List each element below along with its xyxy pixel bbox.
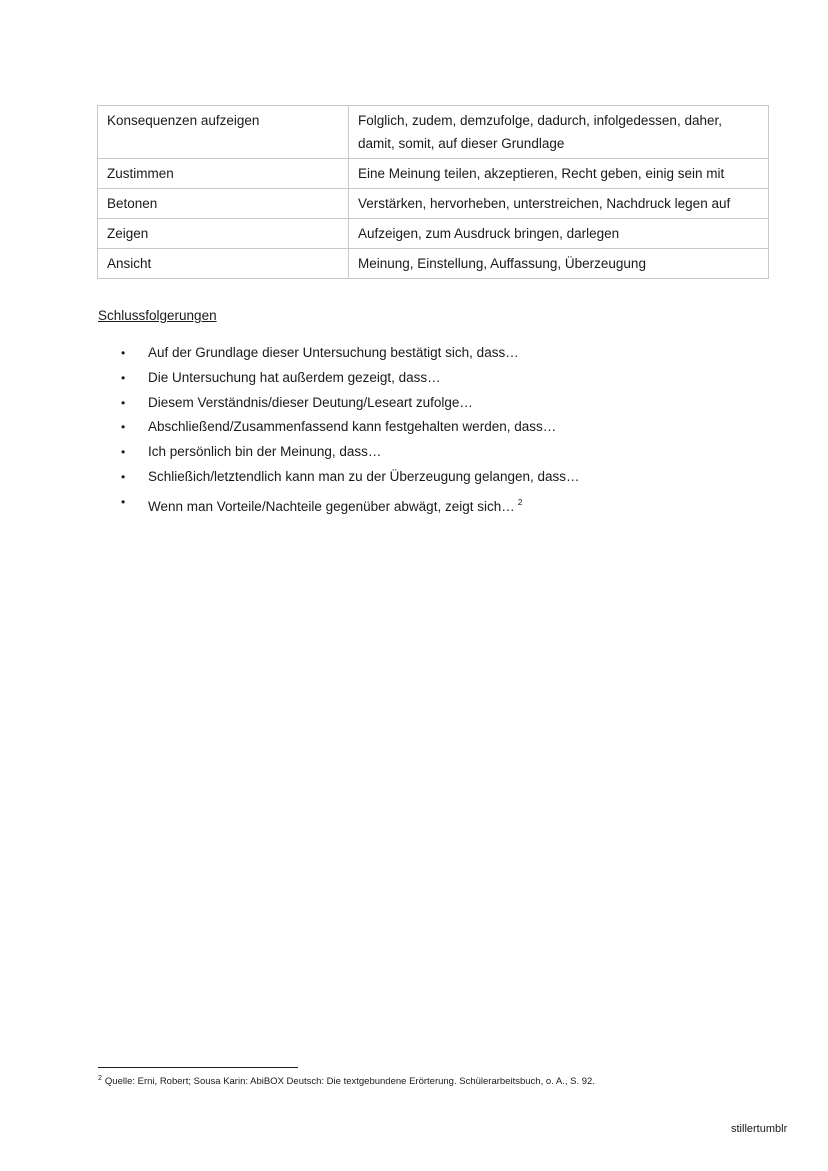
list-item-text: Schließich/letztendlich kann man zu der Überzeugung gelangen, dass… — [148, 468, 580, 484]
expressions-cell: Eine Meinung teilen, akzeptieren, Recht geben, einig sein mit — [349, 159, 769, 189]
list-item — [118, 490, 580, 515]
bullet-icon: • — [121, 395, 126, 410]
footnote-number: 2 — [98, 1075, 102, 1082]
bullet-icon: • — [121, 346, 126, 360]
list-item — [118, 391, 580, 416]
list-item — [118, 415, 580, 440]
list-item — [118, 440, 580, 465]
footnote-text: Quelle: Erni, Robert; Sousa Karin: AbiBOX Deutsch: Die textgebundene Erörterung. Schülerarbeitsbuch, o. A., S. 92. — [104, 1076, 595, 1087]
bullet-icon: • — [121, 494, 126, 509]
conclusions-list — [118, 341, 580, 515]
list-item — [118, 341, 580, 366]
footnote-reference[interactable]: 2 — [517, 496, 523, 507]
footnote-separator — [98, 1067, 298, 1068]
term-cell: Konsequenzen aufzeigen — [98, 106, 349, 159]
table-row — [98, 106, 769, 159]
list-item-text: Auf der Grundlage dieser Untersuchung bestätigt sich, dass… — [148, 345, 519, 360]
term-cell: Zustimmen — [98, 159, 349, 189]
expressions-cell: Folglich, zudem, demzufolge, dadurch, infolgedessen, daher, damit, somit, auf dieser Grundlage — [349, 106, 769, 159]
list-item — [118, 366, 580, 391]
bullet-icon: • — [121, 420, 126, 435]
section-heading: Schlussfolgerungen — [98, 308, 217, 323]
bullet-icon: • — [121, 445, 126, 460]
bullet-icon: • — [121, 469, 126, 484]
term-cell: Ansicht — [98, 249, 349, 279]
table-row — [98, 219, 769, 249]
expressions-cell: Verstärken, hervorheben, unterstreichen, Nachdruck legen auf — [349, 189, 769, 219]
list-item-text: Die Untersuchung hat außerdem gezeigt, dass… — [148, 369, 441, 385]
list-item-text: Wenn man Vorteile/Nachteile gegenüber abwägt, zeigt sich… — [148, 498, 515, 514]
footnote — [98, 1075, 595, 1087]
vocabulary-table — [97, 105, 769, 279]
table-row — [98, 249, 769, 279]
term-cell: Betonen — [98, 189, 349, 219]
term-cell: Zeigen — [98, 219, 349, 249]
bullet-icon: • — [121, 370, 126, 385]
expressions-cell: Aufzeigen, zum Ausdruck bringen, darlegen — [349, 219, 769, 249]
expressions-cell: Meinung, Einstellung, Auffassung, Überzeugung — [349, 249, 769, 279]
list-item — [118, 465, 580, 490]
list-item-text: Diesem Verständnis/dieser Deutung/Leseart zufolge… — [148, 394, 473, 410]
list-item-text: Abschließend/Zusammenfassend kann festgehalten werden, dass… — [148, 419, 557, 435]
list-item-text: Ich persönlich bin der Meinung, dass… — [148, 444, 382, 460]
table-row — [98, 159, 769, 189]
watermark: stillertumblr — [731, 1123, 788, 1135]
table-row — [98, 189, 769, 219]
